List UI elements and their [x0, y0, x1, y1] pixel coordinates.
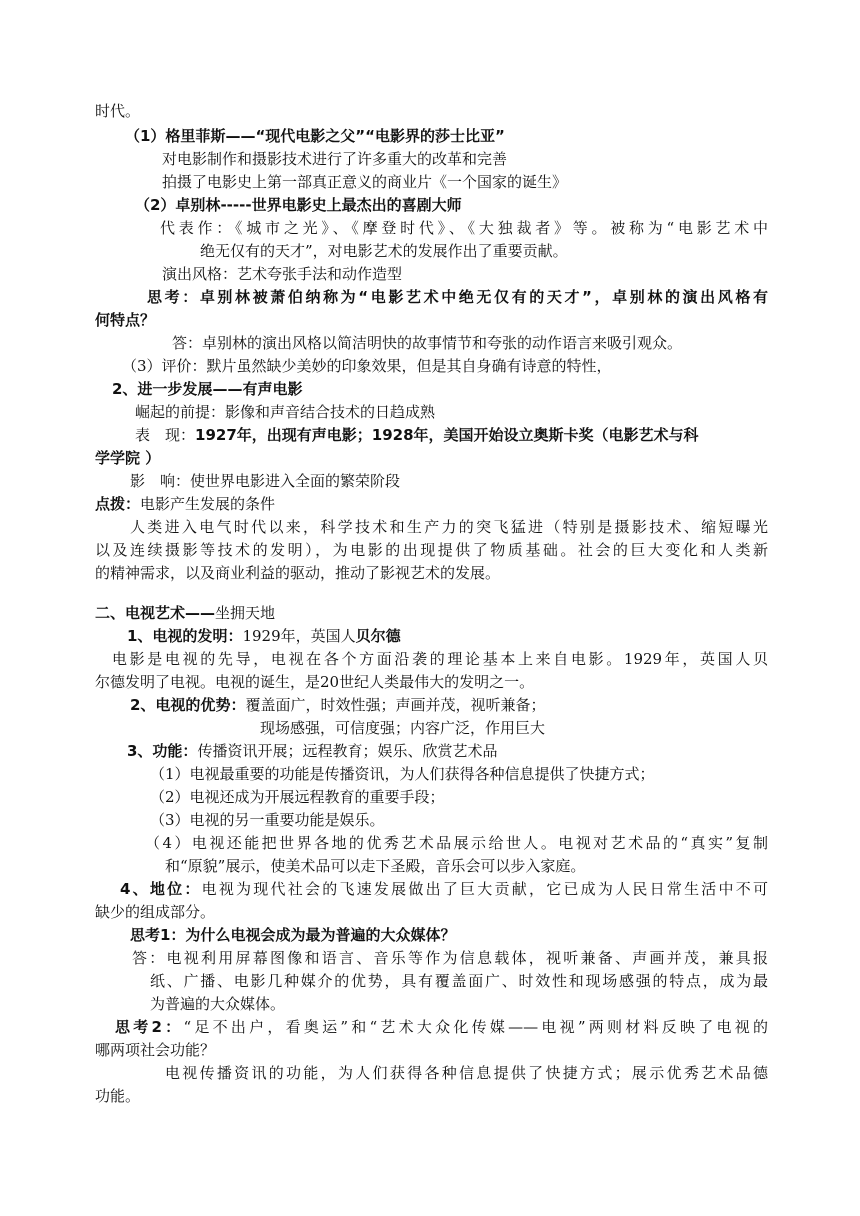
label: 3、功能： — [127, 742, 198, 760]
text-line: 影 响：使世界电影进入全面的繁荣阶段 — [130, 472, 401, 490]
text-line: 演出风格：艺术夸张手法和动作造型 — [162, 265, 403, 283]
text-line: 缺少的组成部分。 — [95, 903, 216, 921]
label: 表 现： — [135, 426, 196, 444]
text-line: 拍摄了电影史上第一部真正意义的商业片《一个国家的诞生》 — [162, 173, 568, 191]
answer-2-cont: 功能。 — [95, 1087, 141, 1105]
text-line — [120, 878, 768, 900]
label: 点拨： — [95, 495, 141, 513]
answer-1: 答：电视利用屏幕图像和语言、音乐等作为信息载体，视听兼备、声画并茂，兼具报 — [132, 949, 768, 967]
text-line — [127, 740, 497, 762]
text: “足不出户，看奥运”和“艺术大众化传媒——电视”两则材料反映了电视的 — [183, 1018, 769, 1036]
text-line — [130, 694, 545, 716]
label: 思考2： — [115, 1018, 184, 1036]
answer-1-cont: 纸、广播、电影几种媒介的优势，具有覆盖面广、时效性和现场感强的特点，成为最 — [150, 972, 768, 990]
text-line: 时代。 — [95, 102, 141, 120]
text-line — [127, 625, 401, 647]
text-line: 代表作：《城市之光》、《摩登时代》、《大独裁者》等。被称为“电影艺术中 — [160, 219, 768, 237]
text-line: 电影是电视的先导，电视在各个方面沿袭的理论基本上来自电影。1929年，英国人贝 — [112, 650, 768, 668]
section-heading-tv — [95, 602, 275, 624]
text-line: 学学院 ） — [95, 449, 161, 467]
list-item: （1）电视最重要的功能是传播资讯，为人们获得各种信息提供了快捷方式； — [150, 765, 655, 783]
text-line: 人类进入电气时代以来，科学技术和生产力的突飞猛进（特别是摄影技术、缩短曝光 — [130, 518, 768, 536]
text-line: 以及连续摄影等技术的发明），为电影的出现提供了物质基础。社会的巨大变化和人类新 — [95, 541, 768, 559]
text: 电视为现代社会的飞速发展做出了巨大贡献，它已成为人民日常生活中不可 — [201, 880, 768, 898]
answer-chaplin: 答：卓别林的演出风格以简洁明快的故事情节和夸张的动作语言来吸引观众。 — [172, 334, 683, 352]
text-line: 对电影制作和摄影技术进行了许多重大的改革和完善 — [162, 150, 508, 168]
answer-1-cont: 为普遍的大众媒体。 — [150, 995, 286, 1013]
text: 1929年，英国人 — [242, 627, 356, 645]
text-line: 现场感强，可信度强；内容广泛，作用巨大 — [260, 719, 546, 737]
text-line: 绝无仅有的天才”，对电影艺术的发展作出了重要贡献。 — [200, 242, 568, 260]
text: 坐拥天地 — [215, 604, 276, 622]
bold-text: 二、电视艺术—— — [95, 604, 216, 622]
question-chaplin: 思考：卓别林被萧伯纳称为“电影艺术中绝无仅有的天才”，卓别林的演出风格有 — [147, 288, 768, 306]
bold-text: 1927年，出现有声电影；1928年，美国开始设立奥斯卡奖（电影艺术与科 — [195, 426, 699, 444]
text-line: 崛起的前提：影像和声音结合技术的日趋成熟 — [135, 403, 436, 421]
list-item: （3）电视的另一重要功能是娱乐。 — [150, 811, 385, 829]
question-1: 思考1：为什么电视会成为最为普遍的大众媒体？ — [130, 926, 456, 944]
text-line: （3）评价：默片虽然缺少美妙的印象效果，但是其自身确有诗意的特性， — [122, 357, 612, 375]
label: 2、电视的优势： — [130, 696, 246, 714]
question-2-cont: 哪两项社会功能？ — [95, 1041, 216, 1059]
question-chaplin-cont: 何特点？ — [95, 311, 156, 329]
heading-sound-film: 2、进一步发展——有声电影 — [112, 380, 303, 398]
label: 1、电视的发明： — [127, 627, 243, 645]
text-line — [95, 493, 275, 515]
question-2 — [115, 1016, 768, 1038]
text-line: 的精神需求，以及商业利益的驱动，推动了影视艺术的发展。 — [95, 564, 501, 582]
heading-chaplin: （2）卓别林-----世界电影史上最杰出的喜剧大师 — [135, 196, 462, 214]
answer-2: 电视传播资讯的功能，为人们获得各种信息提供了快捷方式；展示优秀艺术品德 — [165, 1064, 768, 1082]
list-item: （2）电视还成为开展远程教育的重要手段； — [150, 788, 445, 806]
bold-text: 贝尔德 — [355, 627, 401, 645]
text: 覆盖面广，时效性强；声画并茂，视听兼备； — [245, 696, 546, 714]
heading-griffith: （1）格里菲斯——“现代电影之父”“电影界的莎士比亚” — [125, 127, 505, 145]
label: 4、地位： — [120, 880, 202, 898]
text: 传播资讯开展；远程教育；娱乐、欣赏艺术品 — [197, 742, 498, 760]
text-line: 和“原貌”展示，使美术品可以走下圣殿，音乐会可以步入家庭。 — [165, 857, 586, 875]
list-item: （4）电视还能把世界各地的优秀艺术品展示给世人。电视对艺术品的“真实”复制 — [145, 834, 768, 852]
text-line — [135, 424, 699, 446]
text-line: 尔德发明了电视。电视的诞生，是20世纪人类最伟大的发明之一。 — [95, 673, 535, 691]
text: 电影产生发展的条件 — [140, 495, 276, 513]
